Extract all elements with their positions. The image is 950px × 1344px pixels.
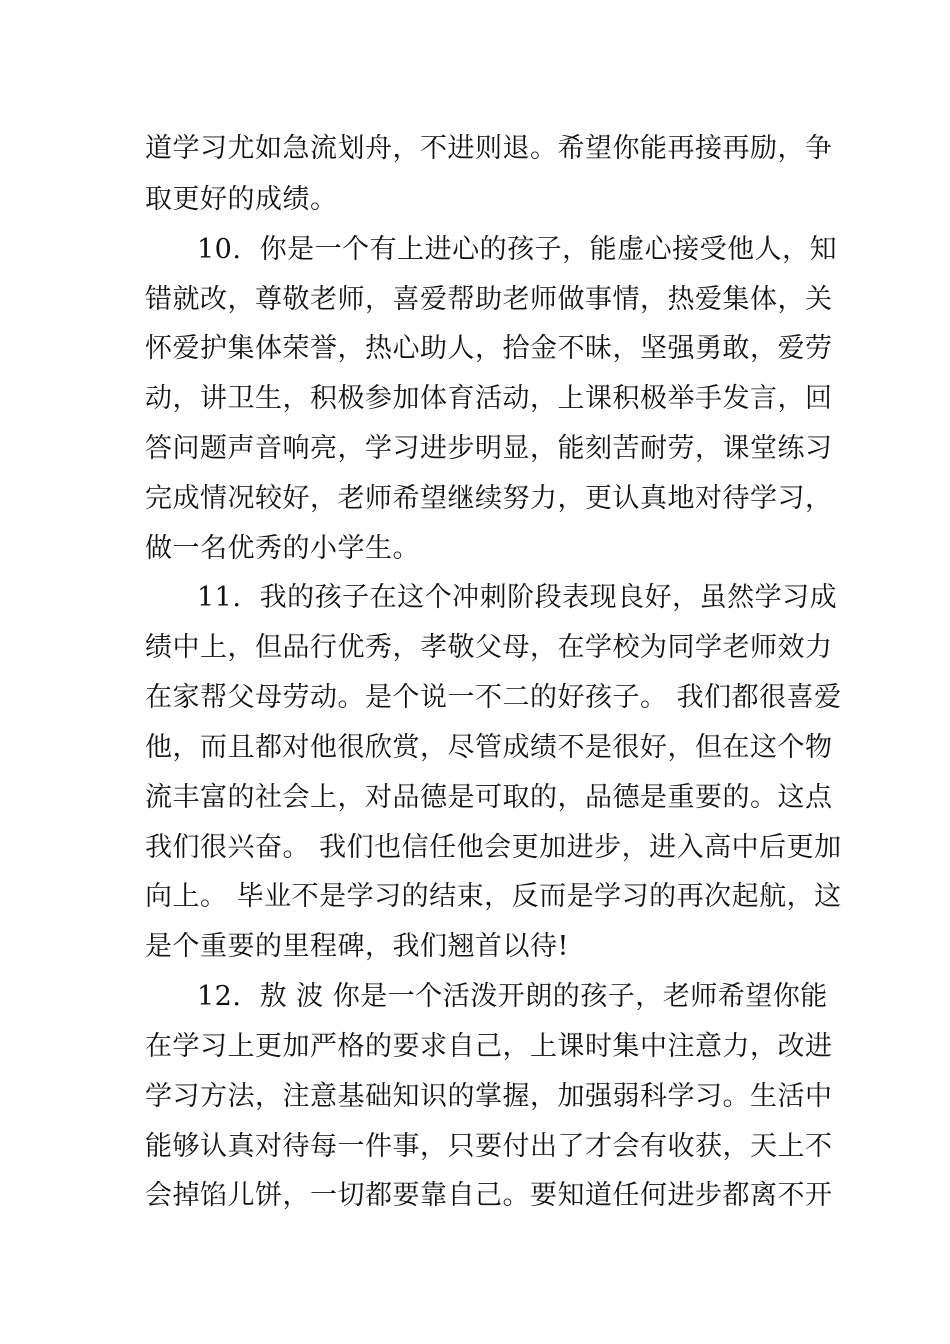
text-line: 学习方法，注意基础知识的掌握，加强弱科学习。生活中 — [145, 1081, 833, 1112]
text-line: 道学习尤如急流划舟，不进则退。希望你能再接再励，争 — [145, 133, 833, 164]
text-line: 完成情况较好，老师希望继续努力，更认真地对待学习， — [145, 483, 833, 514]
text-line: 向上。 毕业不是学习的结束，反而是学习的再次起航，这 — [145, 881, 842, 912]
text-line: 在学习上更加严格的要求自己，上课时集中注意力，改进 — [145, 1031, 833, 1062]
text-line: 是个重要的里程碑，我们翘首以待! — [145, 931, 569, 962]
text-line: 会掉馅儿饼，一切都要靠自己。要知道任何进步都离不开 — [145, 1180, 833, 1211]
text-line: 绩中上，但品行优秀，孝敬父母，在学校为同学老师效力 — [145, 632, 833, 663]
paragraph-12-start: 12. 敖 波 你是一个活泼开朗的孩子，老师希望你能 — [197, 981, 828, 1012]
text-line: 流丰富的社会上，对品德是可取的，品德是重要的。这点 — [145, 782, 833, 813]
text-line: 他，而且都对他很欣赏，尽管成绩不是很好，但在这个物 — [145, 732, 833, 763]
text-line: 在家帮父母劳动。是个说一不二的好孩子。 我们都很喜爱 — [145, 682, 842, 713]
text-line: 错就改，尊敬老师，喜爱帮助老师做事情，热爱集体，关 — [145, 284, 833, 315]
text-line: 答问题声音响亮，学习进步明显，能刻苦耐劳，课堂练习 — [145, 433, 833, 464]
text-line: 做一名优秀的小学生。 — [145, 533, 420, 564]
text-line: 能够认真对待每一件事，只要付出了才会有收获，天上不 — [145, 1131, 833, 1162]
paragraph-11-start: 11. 我的孩子在这个冲刺阶段表现良好，虽然学习成 — [197, 582, 838, 613]
paragraph-10-start: 10. 你是一个有上进心的孩子，能虚心接受他人，知 — [197, 234, 838, 265]
text-line: 取更好的成绩。 — [145, 184, 338, 215]
text-line: 怀爱护集体荣誉，热心助人，拾金不昧，坚强勇敢，爱劳 — [145, 333, 833, 364]
text-line: 我们很兴奋。 我们也信任他会更加进步，进入高中后更加 — [145, 832, 842, 863]
text-line: 动，讲卫生，积极参加体育活动，上课积极举手发言，回 — [145, 383, 833, 414]
